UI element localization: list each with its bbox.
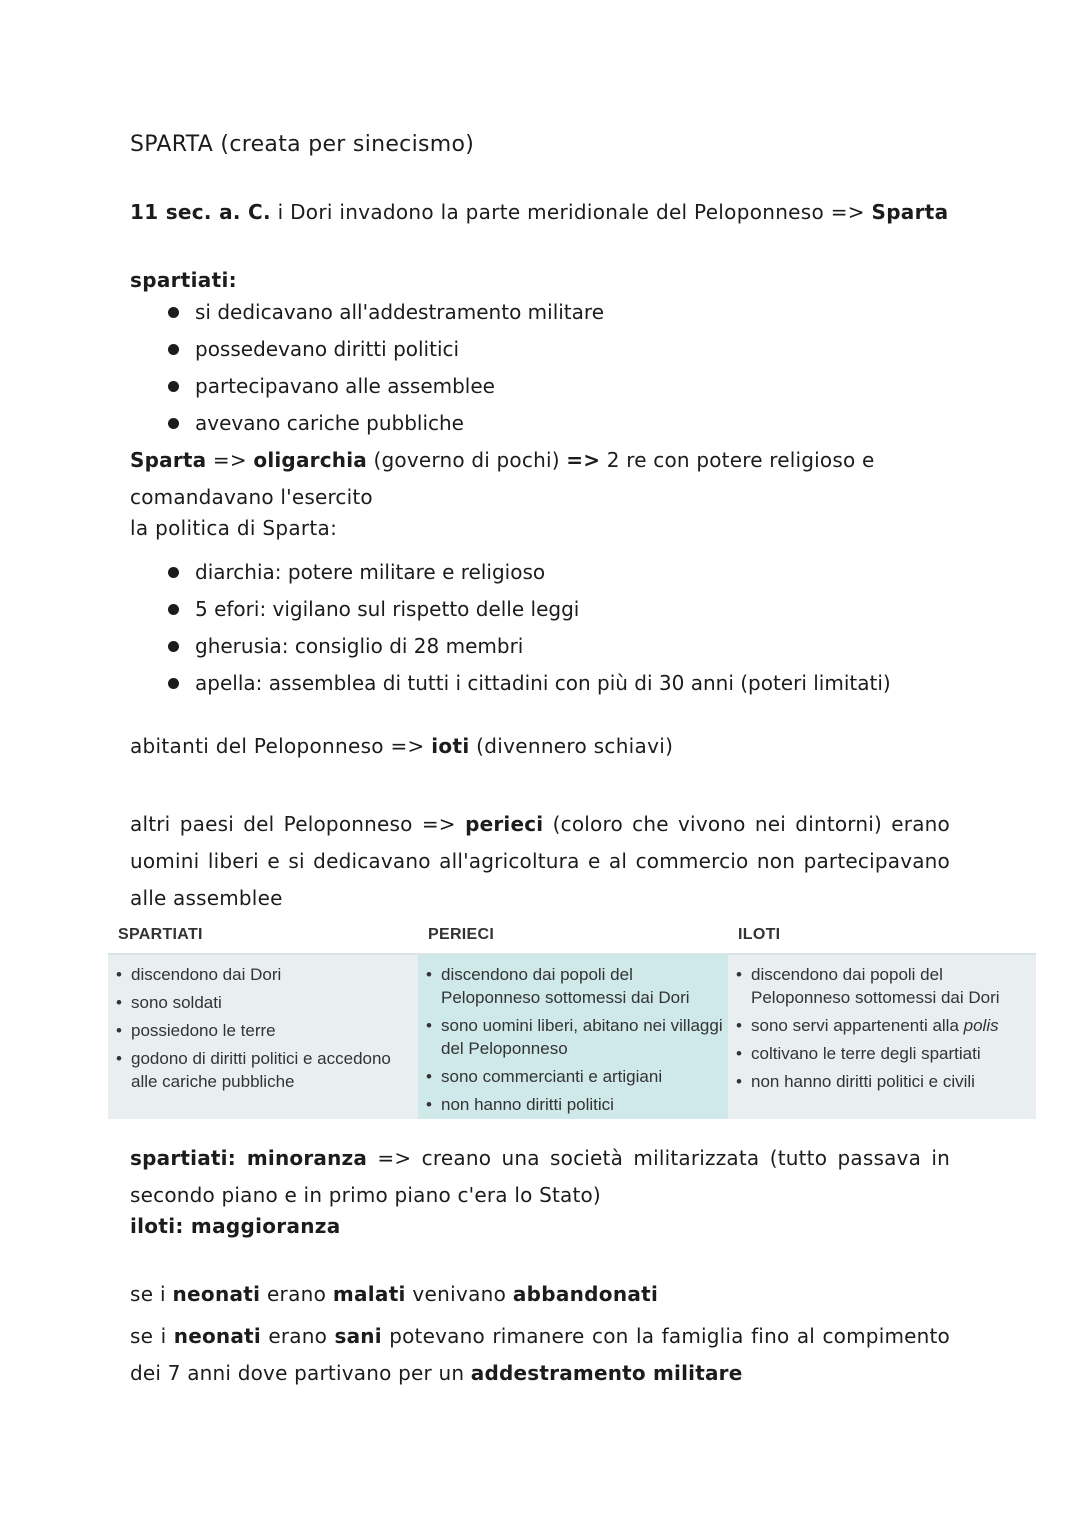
list-item: avevano cariche pubbliche <box>160 405 604 442</box>
column-perieci <box>418 955 728 1119</box>
intro-sparta: Sparta <box>871 200 949 224</box>
n2-t2: erano <box>260 1324 335 1348</box>
n2-b1: neonati <box>173 1324 261 1348</box>
list-item: gherusia: consiglio di 28 membri <box>160 628 891 665</box>
intro-date: 11 sec. a. C. <box>130 200 271 224</box>
list-item: si dedicavano all'addestramento militare <box>160 294 604 331</box>
oligarchia-re: 2 re con potere religioso e <box>600 448 875 472</box>
n2-t1: se i <box>130 1324 174 1348</box>
perieci-text1: altri paesi del Peloponneso => <box>130 812 466 836</box>
title-rest: (creata per sinecismo) <box>213 132 475 157</box>
maggioranza-line: iloti: maggioranza <box>130 1214 341 1238</box>
list-item: • possiedono le terre <box>116 1019 418 1042</box>
minoranza-text: => creano una società militarizzata (tutto passava in secondo piano e in primo piano c'era lo Stato) <box>130 1146 951 1207</box>
polis-word: polis <box>963 1016 999 1035</box>
title-main: SPARTA <box>130 132 214 157</box>
n1-t2: erano <box>260 1282 333 1306</box>
oligarchia-def: (governo di pochi) <box>366 448 567 472</box>
oligarchia-sparta: Sparta <box>130 448 207 472</box>
spartiati-heading: spartiati: <box>130 268 237 292</box>
intro-line <box>130 200 948 224</box>
perieci-text2: (coloro che vivono nei dintorni) erano uomini liberi e si dedicavano all'agricoltura e al commercio non partecipavano alle assemblee <box>130 812 950 910</box>
column-spartiati <box>108 955 418 1119</box>
oligarchia-arrow: => <box>206 448 254 472</box>
table-header <box>108 918 1036 955</box>
list-item: • godono di diritti politici e accedono alle cariche pubbliche <box>116 1047 418 1093</box>
perieci-paragraph <box>130 806 950 917</box>
neonati-malati-line <box>130 1282 658 1306</box>
n1-b1: neonati <box>172 1282 261 1306</box>
column-iloti <box>728 955 1036 1119</box>
list-item: • discendono dai popoli del Peloponneso sottomessi dai Dori <box>426 963 728 1009</box>
comparison-table <box>108 918 1036 1119</box>
oligarchia-arrow2: => <box>566 448 601 472</box>
header-perieci: PERIECI <box>428 926 495 943</box>
list-item: • coltivano le terre degli spartiati <box>736 1042 1036 1065</box>
minoranza-paragraph <box>130 1140 950 1214</box>
intro-text: i Dori invadono la parte meridionale del Peloponneso => <box>270 200 872 224</box>
list-item: partecipavano alle assemblee <box>160 368 604 405</box>
list-item: 5 efori: vigilano sul rispetto delle leggi <box>160 591 891 628</box>
list-item: • sono uomini liberi, abitano nei villaggi del Peloponneso <box>426 1014 728 1060</box>
spartiati-list <box>160 294 604 442</box>
n1-t1: se i <box>130 1282 173 1306</box>
list-item: possedevano diritti politici <box>160 331 604 368</box>
politica-list <box>160 554 891 702</box>
oligarchia-paragraph <box>130 442 950 516</box>
list-item: • sono commercianti e artigiani <box>426 1065 728 1088</box>
list-item: • discendono dai popoli del Peloponneso sottomessi dai Dori <box>736 963 1036 1009</box>
header-iloti: ILOTI <box>738 926 781 943</box>
iloti-text2: (divennero schiavi) <box>469 734 674 758</box>
servi-text: sono servi appartenenti alla <box>751 1016 964 1035</box>
list-item: diarchia: potere militare e religioso <box>160 554 891 591</box>
page-title <box>130 132 474 157</box>
n2-b3: addestramento militare <box>470 1361 743 1385</box>
list-item: • sono soldati <box>116 991 418 1014</box>
list-item: apella: assemblea di tutti i cittadini con più di 30 anni (poteri limitati) <box>160 665 891 702</box>
list-item: • non hanno diritti politici e civili <box>736 1070 1036 1093</box>
iloti-line <box>130 734 673 758</box>
oligarchia-term: oligarchia <box>253 448 367 472</box>
iloti-term: ioti <box>431 734 470 758</box>
perieci-term: perieci <box>465 812 544 836</box>
oligarchia-line2: comandavano l'esercito <box>130 485 373 509</box>
politica-heading: la politica di Sparta: <box>130 516 338 540</box>
n2-t3: potevano rimanere con la famiglia fino al compimento dei 7 anni dove partivano per un <box>130 1324 950 1385</box>
n1-t3: venivano <box>405 1282 513 1306</box>
n1-b3: abbandonati <box>512 1282 659 1306</box>
minoranza-term: spartiati: minoranza <box>130 1146 368 1170</box>
header-spartiati: SPARTIATI <box>118 926 203 943</box>
neonati-sani-paragraph <box>130 1318 950 1392</box>
n1-b2: malati <box>332 1282 406 1306</box>
list-item <box>736 1014 1036 1037</box>
iloti-text1: abitanti del Peloponneso => <box>130 734 432 758</box>
list-item: • discendono dai Dori <box>116 963 418 986</box>
n2-b2: sani <box>334 1324 382 1348</box>
list-item: • non hanno diritti politici <box>426 1093 728 1116</box>
